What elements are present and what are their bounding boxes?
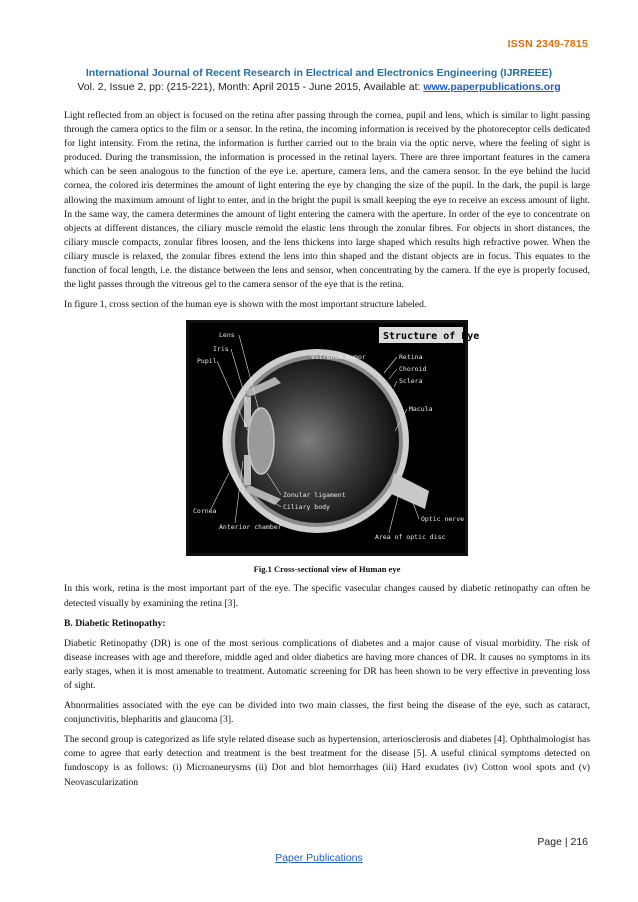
journal-title: International Journal of Recent Research in Electrical and Electronics Engineering (IJRREEE) bbox=[85, 67, 553, 79]
paragraph: In figure 1, cross section of the human eye is shown with the most important structure labeled. bbox=[64, 299, 427, 311]
label-pupil: Pupil bbox=[197, 357, 217, 366]
paragraph: The second group is categorized as life style related disease such as hypertension, arteriosclerosis and diabetes [4]. Ophthalmologist has come to agree that early detection and treatment is the best treatment for the disease [5]. A useful clinical symptoms detected on fundoscopy is as follows: (i) Microaneurysms (ii) Dot and blot hemorrhages (iii) Hard exudates (iv) Cotton wool spots and (v) Neovascularization bbox=[64, 734, 590, 788]
label-macula: Macula bbox=[409, 405, 433, 414]
section-heading: B. Diabetic Retinopathy: bbox=[64, 617, 166, 629]
paragraph: Abnormalities associated with the eye can be divided into two main classes, the first being the disease of the eye, such as cataract, conjunctivitis, blepharitis and glaucoma [3]. bbox=[64, 700, 590, 726]
journal-info-text: Vol. 2, Issue 2, pp: (215-221), Month: April 2015 - June 2015, Available at: bbox=[77, 81, 424, 93]
label-iris: Iris bbox=[213, 345, 229, 354]
label-optic-nerve: Optic nerve bbox=[421, 515, 465, 524]
label-optic-disc: Area of optic disc bbox=[375, 533, 446, 542]
figure-caption: Fig.1 Cross-sectional view of Human eye bbox=[253, 564, 401, 575]
eye-diagram bbox=[189, 323, 480, 553]
paragraph: In this work, retina is the most important part of the eye. The specific vasecular changes caused by diabetic retinopathy can often be detected visually by examining the retina [3]. bbox=[64, 583, 590, 609]
label-anterior: Anterior chamber bbox=[219, 523, 282, 532]
label-choroid: Choroid bbox=[399, 365, 427, 374]
article-body bbox=[64, 109, 590, 796]
label-retina: Retina bbox=[399, 353, 423, 362]
paragraph: Light reflected from an object is focused on the retina after passing through the cornea, pupil and lens, which is similar to light passing through the camera optics to the film or a sensor. In the retina, the incoming information is received by the photoreceptor cells dedicated for light intensity. From the retina, the information is further carried out to the brain via the optic nerve, where the feeling of sight is produced. During the transmission, the information is processed in the retinal layers. There are three important features in the camera which can be seen analogous to the function of the eye i.e. aperture, camera lens, and the camera sensor. In the eye behind the lucid cornea, the colored iris determines the amount of light entering the eye by changing the size of the pupil. In the dark, the pupil is large allowing the maximum amount of light to enter, and in the bright the pupil is small keeping the eye to receive an excess amount of light. In the same way, the camera determines the amount of light entering the camera with the aperture. In order of the eye to concentrate on objects at different distances, the ciliary muscle remold the elastic lens through the zonular fibres. For objects in short distances, the ciliary muscle compacts, zonular fibres loosen, and the lens thickens into large shaped which results high refractive power. When the ciliary muscle is relaxed, the zonular fibres extend the lens into thin shaped and the distant objects are in focus. This equates to the function of focal length, i.e. the distance between the lens and sensor, when concentrating by the camera. If the eye is properly focused, the light passes through the vitreous gel to the camera sensor of the eye that is the retina. bbox=[64, 110, 590, 291]
eye-figure bbox=[186, 320, 480, 556]
page-number: Page | 216 bbox=[537, 836, 588, 848]
label-cornea: Cornea bbox=[193, 507, 217, 516]
label-ciliary: Ciliary body bbox=[283, 503, 330, 512]
journal-header bbox=[30, 66, 608, 95]
journal-url-link[interactable]: www.paperpublications.org bbox=[423, 81, 561, 93]
label-lens: Lens bbox=[219, 331, 235, 340]
label-zonular: Zonular ligament bbox=[283, 491, 346, 500]
label-vitreous: Vitreous humor bbox=[311, 353, 366, 362]
issn-label: ISSN 2349-7815 bbox=[507, 38, 588, 50]
lens-shape bbox=[248, 408, 274, 474]
publisher-link[interactable]: Paper Publications bbox=[275, 852, 363, 864]
figure-title: Structure of Eye bbox=[383, 331, 480, 343]
paragraph: Diabetic Retinopathy (DR) is one of the most serious complications of diabetes and a major cause of visual morbidity. The risk of disease increases with age and therefore, middle aged and older diabetics are having more chances of DR. It causes no symptoms in its early stages, when it is most amenable to treatment. Automatic screening for DR has been shown to be very effective in preventing loss of sight. bbox=[64, 637, 590, 691]
label-sclera: Sclera bbox=[399, 377, 423, 386]
journal-info bbox=[30, 80, 608, 95]
